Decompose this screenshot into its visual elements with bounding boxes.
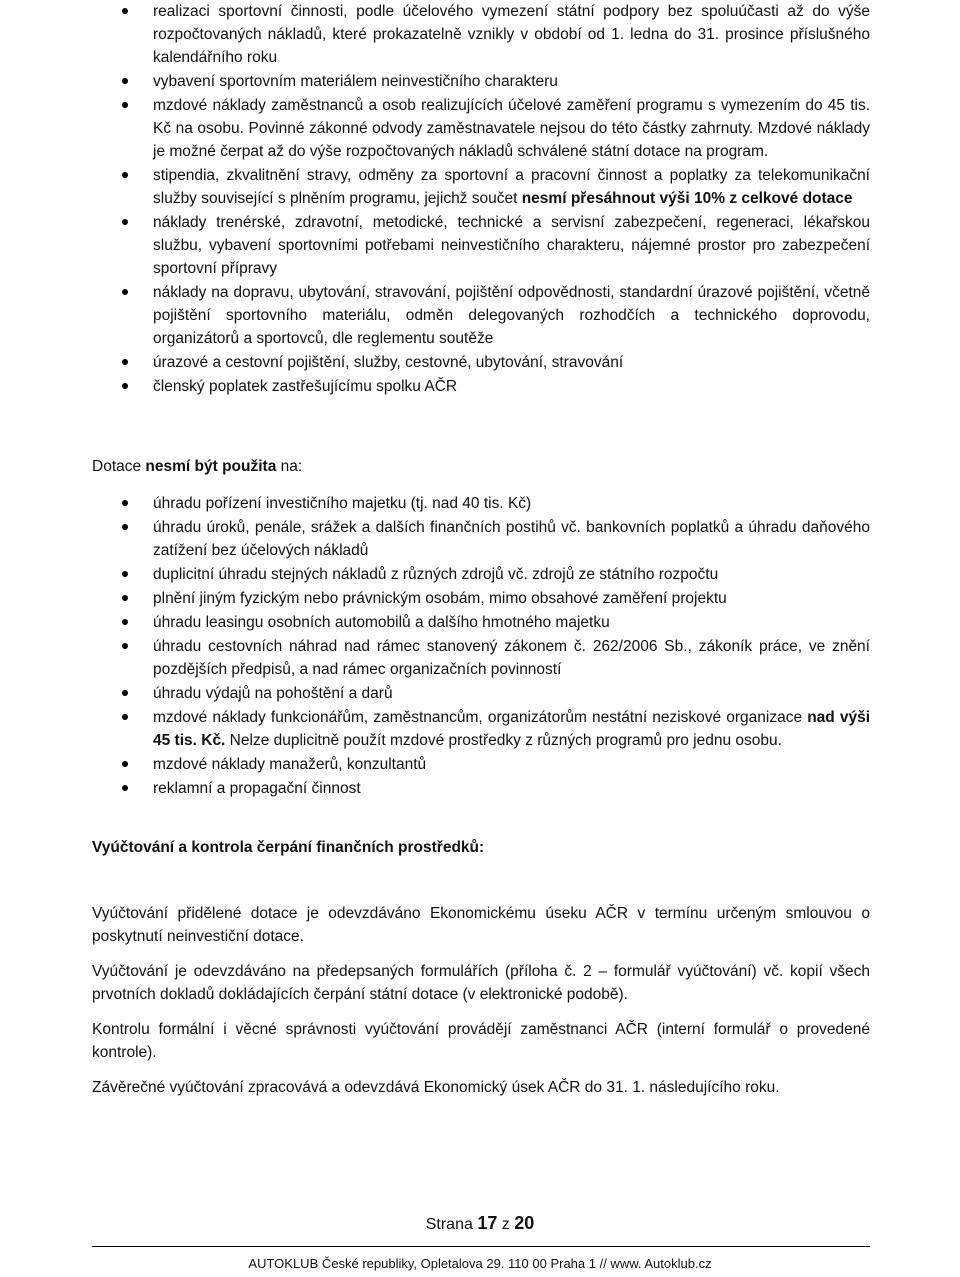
list-item: vybavení sportovním materiálem neinvestičního charakteru xyxy=(92,70,870,93)
list-item: úrazové a cestovní pojištění, služby, cestovné, ubytování, stravování xyxy=(92,351,870,374)
section-heading: Vyúčtování a kontrola čerpání finančních prostředků: xyxy=(92,839,485,856)
list-item: mzdové náklady zaměstnanců a osob realizujících účelové zaměření programu s vymezením do 45 tis. Kč na osobu. Povinné zákonné odvody zaměstnavatele nejsou do této částky zahrnuty. Mzdové náklady je možné čerpat až do výše rozpočtovaných nákladů schválené státní dotace na program. xyxy=(92,94,870,163)
page-content xyxy=(92,0,870,1099)
list-item: realizaci sportovní činnosti, podle účelového vymezení státní podpory bez spoluúčasti až do výše rozpočtovaných nákladů, které prokazatelně vznikly v období od 1. ledna do 31. prosince příslušného kalendářního roku xyxy=(92,0,870,69)
allowed-costs-list xyxy=(92,0,870,398)
list-item: plnění jiným fyzickým nebo právnickým osobám, mimo obsahové zaměření projektu xyxy=(92,587,870,610)
list-item: úhradu pořízení investičního majetku (tj. nad 40 tis. Kč) xyxy=(92,492,870,515)
forbidden-costs-list xyxy=(92,492,870,800)
list-item: úhradu leasingu osobních automobilů a dalšího hmotného majetku xyxy=(92,611,870,634)
paragraph: Kontrolu formální i věcné správnosti vyúčtování provádějí zaměstnanci AČR (interní formulář o provedené kontrole). xyxy=(92,1021,870,1061)
list-item: mzdové náklady funkcionářům, zaměstnancům, organizátorům nestátní neziskové organizace nad výši 45 tis. Kč. Nelze duplicitně použít mzdové prostředky z různých programů pro jednu osobu. xyxy=(92,706,870,752)
list-item: úhradu výdajů na pohoštění a darů xyxy=(92,682,870,705)
list-item-text: stipendia, zkvalitnění stravy, odměny za sportovní a pracovní činnost a poplatky za telekomunikační služby související s plněním programu, jejichž součet xyxy=(153,167,870,207)
list-item: náklady na dopravu, ubytování, stravování, pojištění odpovědnosti, standardní úrazové pojištění, včetně pojištění sportovního materiálu, odměn delegovaných rozhodčích a technického doprovodu, organizátorů a sportovců, dle reglementu soutěže xyxy=(92,281,870,350)
list-item: úhradu cestovních náhrad nad rámec stanovený zákonem č. 262/2006 Sb., zákoník práce, ve znění pozdějších předpisů, a nad rámec organizačních povinností xyxy=(92,635,870,681)
list-item: duplicitní úhradu stejných nákladů z různých zdrojů vč. zdrojů ze státního rozpočtu xyxy=(92,563,870,586)
list-item: mzdové náklady manažerů, konzultantů xyxy=(92,753,870,776)
paragraph: Vyúčtování je odevzdáváno na předepsaných formulářích (příloha č. 2 – formulář vyúčtování) vč. kopií všech prvotních dokladů dokládajících čerpání státní dotace (v elektronické podobě). xyxy=(92,963,870,1003)
footer-divider xyxy=(92,1246,870,1247)
paragraph: Závěrečné vyúčtování zpracovává a odevzdává Ekonomický úsek AČR do 31. 1. následujícího roku. xyxy=(92,1079,780,1096)
list-item: reklamní a propagační činnost xyxy=(92,777,870,800)
list-item-bold: nesmí přesáhnout výši 10% z celkové dotace xyxy=(521,190,853,207)
list-item: náklady trenérské, zdravotní, metodické, technické a servisní zabezpečení, regeneraci, lékařskou službu, vybavení sportovními potřebami neinvestičního charakteru, nájemné prostor pro zabezpečení sportovní přípravy xyxy=(92,211,870,280)
list-item xyxy=(92,164,870,210)
list-item: úhradu úroků, penále, srážek a dalších finančních postihů vč. bankovních poplatků a úhradu daňového zatížení bez účelových nákladů xyxy=(92,516,870,562)
dotace-intro: Dotace nesmí být použita na: xyxy=(92,458,303,475)
paragraph: Vyúčtování přidělené dotace je odevzdáváno Ekonomickému úseku AČR v termínu určeným smlouvou o poskytnutí neinvestiční dotace. xyxy=(92,905,870,945)
list-item: členský poplatek zastřešujícímu spolku AČR xyxy=(92,375,870,398)
footer-address: AUTOKLUB České republiky, Opletalova 29. 110 00 Praha 1 // www. Autoklub.cz xyxy=(248,1256,712,1271)
page-number: Strana 17 z 20 xyxy=(425,1213,535,1233)
